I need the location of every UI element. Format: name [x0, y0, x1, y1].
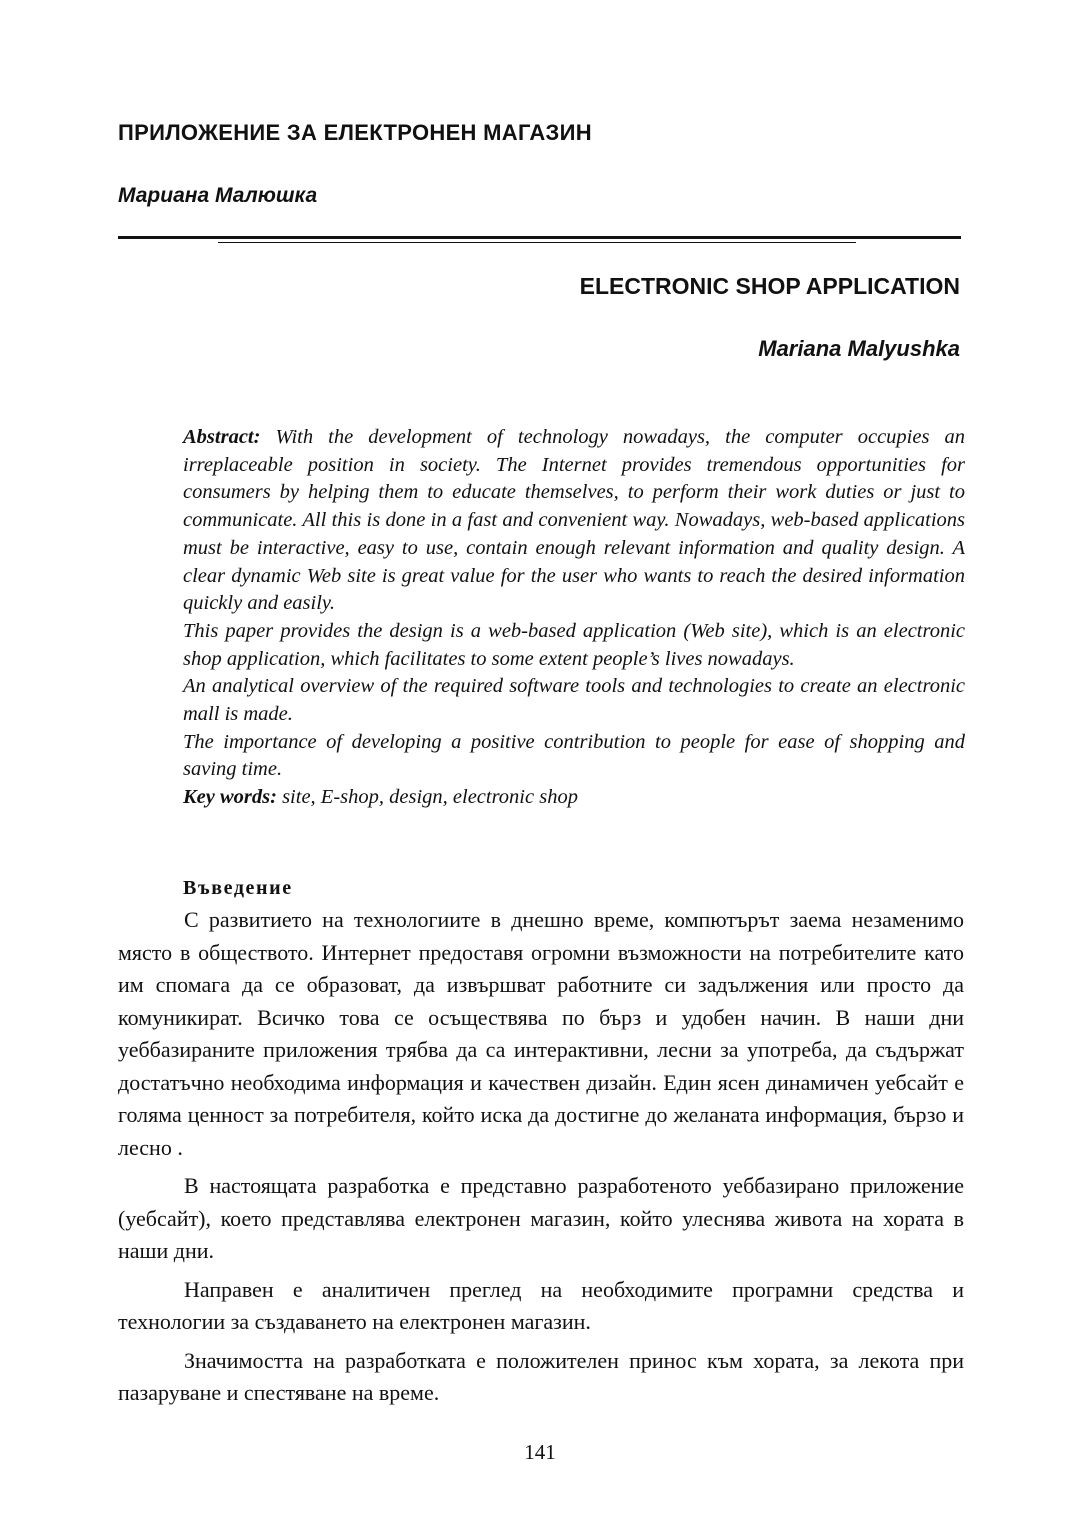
- author-bulgarian: Мариана Малюшка: [118, 184, 318, 207]
- abstract-text: With the development of technology nowadays, the computer occupies an irreplaceable position in society. The Internet provides tremendous opportunities for consumers by helping them to educate themselves, to perform their work duties or just to communicate. All this is done in a fast and convenient way. Nowadays, web-based applications must be interactive, easy to use, contain enough relevant information and quality design. A clear dynamic Web site is great value for the user who wants to reach the desired information quickly and easily.: [183, 426, 965, 615]
- abstract-block: [183, 424, 965, 812]
- title-english: ELECTRONIC SHOP APPLICATION: [579, 273, 960, 299]
- page-number: 141: [524, 1440, 556, 1464]
- abstract-paragraph: The importance of developing a positive contribution to people for ease of shopping and saving time.: [183, 730, 965, 781]
- body-paragraph: В настоящата разработка е представно разработеното уеббазирано приложение (уебсайт), което представлява електронен магазин, който улеснява живота на хората в наши дни.: [118, 1173, 964, 1263]
- abstract-label: Abstract:: [183, 426, 261, 448]
- body-paragraph: Значимостта на разработката е положителен принос към хората, за лекота при пазаруване и спестяване на време.: [118, 1347, 964, 1405]
- header-rule-thin: [218, 242, 856, 243]
- title-bulgarian: ПРИЛОЖЕНИЕ ЗА ЕЛЕКТРОНЕН МАГАЗИН: [118, 120, 592, 145]
- keywords-line: [183, 784, 965, 812]
- introduction-heading: Въведение: [183, 877, 293, 899]
- introduction-section: [118, 872, 964, 1410]
- keywords-text: site, E-shop, design, electronic shop: [282, 786, 578, 809]
- abstract-paragraph: [183, 424, 965, 618]
- abstract-paragraph: This paper provides the design is a web-based application (Web site), which is an electronic shop application, which facilitates to some extent people’s lives nowadays.: [183, 619, 965, 670]
- body-paragraph: С развитието на технологиите в днешно време, компютърът заема незаменимо място в обществото. Интернет предоставя огромни възможности на потребителите като им спомага да се образоват, да извършват работните си задължения или просто да комуникират. Всичко това се осъществява по бърз и удобен начин. В наши дни уеббазираните приложения трябва да са интерактивни, лесни за употреба, да съдържат достатъчно необходима информация и качествен дизайн. Един ясен динамичен уебсайт е голяма ценност за потребителя, който иска да достигне до желаната информация, бързо и лесно .: [118, 907, 964, 1160]
- author-english: Mariana Malyushka: [758, 336, 960, 361]
- abstract-paragraph: An analytical overview of the required software tools and technologies to create an electronic mall is made.: [183, 675, 965, 726]
- keywords-label: Key words:: [183, 786, 277, 809]
- header-rule-thick: [118, 236, 961, 239]
- body-paragraph: Направен е аналитичен преглед на необходимите програмни средства и технологии за създаването на електронен магазин.: [118, 1276, 964, 1334]
